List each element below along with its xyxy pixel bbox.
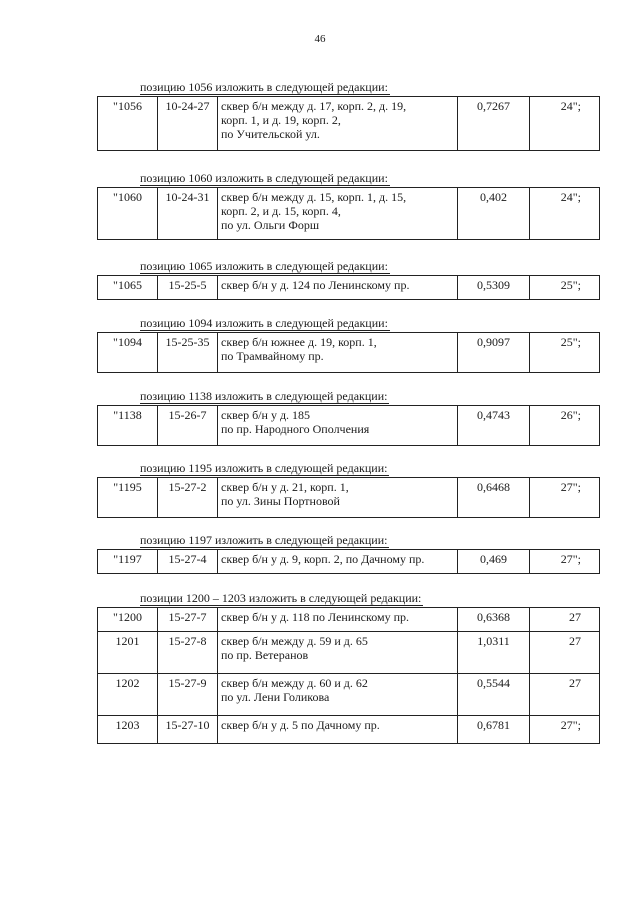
amendment-heading: позицию 1094 изложить в следующей редакции: [140,316,388,330]
zone-value: 27 [530,632,600,674]
amendment-heading: позицию 1060 изложить в следующей редакции: [140,171,388,185]
address-cell: сквер б/н между д. 17, корп. 2, д. 19, корп. 1, и д. 19, корп. 2, по Учительской ул. [218,97,458,151]
zone-value: 27"; [530,550,600,574]
registry-code: 15-27-8 [158,632,218,674]
address-cell: сквер б/н у д. 21, корп. 1, по ул. Зины Портновой [218,478,458,518]
table-row [98,478,600,518]
amendment-section-1195 [97,459,599,518]
registry-code: 15-27-7 [158,608,218,632]
zone-value: 26"; [530,406,600,446]
amendment-section-1094 [97,314,599,373]
zone-value: 27"; [530,716,600,744]
amendment-section-1060 [97,169,599,240]
amendment-section-1065 [97,257,599,300]
registry-code: 10-24-31 [158,188,218,240]
position-number: "1056 [98,97,158,151]
address-cell: сквер б/н у д. 5 по Дачному пр. [218,716,458,744]
address-cell: сквер б/н у д. 118 по Ленинскому пр. [218,608,458,632]
table-row [98,333,600,373]
registry-code: 15-26-7 [158,406,218,446]
amendment-heading: позицию 1195 изложить в следующей редакции: [140,461,388,475]
page-number: 46 [314,33,326,45]
area-value: 0,469 [458,550,530,574]
area-value: 0,6781 [458,716,530,744]
amendment-section-1056 [97,78,599,151]
address-cell: сквер б/н южнее д. 19, корп. 1, по Трамвайному пр. [218,333,458,373]
address-cell: сквер б/н между д. 60 и д. 62 по ул. Лени Голикова [218,674,458,716]
amendment-heading: позиции 1200 – 1203 изложить в следующей редакции: [140,591,422,605]
amendment-table [97,405,600,446]
amendment-section-1197 [97,531,599,574]
position-number: "1060 [98,188,158,240]
table-row [98,406,600,446]
amendment-heading: позицию 1065 изложить в следующей редакции: [140,259,388,273]
address-cell: сквер б/н между д. 15, корп. 1, д. 15, корп. 2, и д. 15, корп. 4, по ул. Ольги Форш [218,188,458,240]
table-row [98,632,600,674]
registry-code: 15-25-5 [158,276,218,300]
zone-value: 24"; [530,188,600,240]
amendment-table [97,332,600,373]
area-value: 0,6368 [458,608,530,632]
amendment-table [97,275,600,300]
area-value: 0,402 [458,188,530,240]
position-number: 1203 [98,716,158,744]
amendment-table [97,96,600,151]
address-cell: сквер б/н между д. 59 и д. 65 по пр. Ветеранов [218,632,458,674]
position-number: 1201 [98,632,158,674]
amendment-section-1200-1203 [97,589,599,744]
area-value: 0,9097 [458,333,530,373]
position-number: "1138 [98,406,158,446]
position-number: "1197 [98,550,158,574]
table-row [98,674,600,716]
registry-code: 15-27-4 [158,550,218,574]
amendment-heading: позицию 1197 изложить в следующей редакции: [140,533,388,547]
amendment-heading: позицию 1138 изложить в следующей редакции: [140,389,388,403]
registry-code: 15-27-10 [158,716,218,744]
position-number: "1065 [98,276,158,300]
amendment-table [97,477,600,518]
position-number: "1094 [98,333,158,373]
position-number: "1195 [98,478,158,518]
zone-value: 24"; [530,97,600,151]
amendment-section-1138 [97,387,599,446]
amendment-table [97,549,600,574]
registry-code: 15-25-35 [158,333,218,373]
table-row [98,276,600,300]
area-value: 1,0311 [458,632,530,674]
table-row [98,188,600,240]
area-value: 0,5544 [458,674,530,716]
area-value: 0,5309 [458,276,530,300]
area-value: 0,6468 [458,478,530,518]
zone-value: 27 [530,608,600,632]
area-value: 0,7267 [458,97,530,151]
address-cell: сквер б/н у д. 9, корп. 2, по Дачному пр. [218,550,458,574]
position-number: "1200 [98,608,158,632]
position-number: 1202 [98,674,158,716]
table-row [98,608,600,632]
address-cell: сквер б/н у д. 185 по пр. Народного Ополчения [218,406,458,446]
registry-code: 10-24-27 [158,97,218,151]
table-row [98,97,600,151]
amendment-heading: позицию 1056 изложить в следующей редакции: [140,80,388,94]
amendment-table [97,187,600,240]
area-value: 0,4743 [458,406,530,446]
table-row [98,550,600,574]
zone-value: 27"; [530,478,600,518]
table-row [98,716,600,744]
amendment-table [97,607,600,744]
registry-code: 15-27-9 [158,674,218,716]
address-cell: сквер б/н у д. 124 по Ленинскому пр. [218,276,458,300]
registry-code: 15-27-2 [158,478,218,518]
zone-value: 25"; [530,333,600,373]
zone-value: 25"; [530,276,600,300]
zone-value: 27 [530,674,600,716]
